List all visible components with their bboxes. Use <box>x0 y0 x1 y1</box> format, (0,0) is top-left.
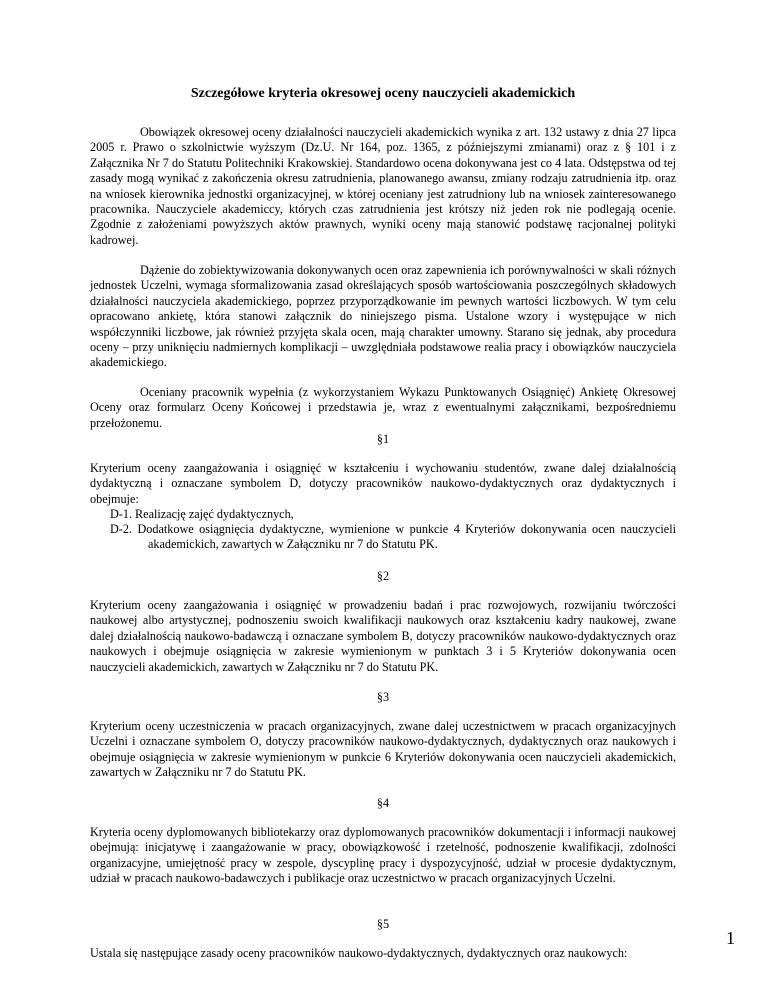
page-number: 1 <box>726 928 735 948</box>
section-5-text: Ustala się następujące zasady oceny pracowników naukowo-dydaktycznych, dydaktycznych oraz naukowych: <box>90 946 628 960</box>
section-5-heading: §5 <box>376 917 390 931</box>
section-3-text: Kryterium oceny uczestniczenia w pracach organizacyjnych, zwane dalej uczestnictwem w pracach organizacyjnych Uczelni i oznaczane symbolem O, dotyczy pracowników naukowo-dydaktycznych, dydaktycznych oraz naukowych i obejmuje osiągnięcia w zakresie wymienionym w punkcie 6 Kryteriów dokonywania ocen nauczycieli akademickich, zawartych w Załączniku nr 7 do Statutu PK. <box>90 719 676 780</box>
intro-paragraph-1: Obowiązek okresowej oceny działalności nauczycieli akademickich wynika z art. 132 ustawy z dnia 27 lipca 2005 r. Prawo o szkolnictwie wyższym (Dz.U. Nr 164, poz. 1365, z późniejszymi zmianami) oraz z § 101 i z Załącznika Nr 7 do Statutu Politechniki Krakowskiej. Standardowo ocena dokonywana jest co 4 lata. Odstępstwa od tej zasady mogą wynikać z zakończenia okresu zatrudnienia, planowanego awansu, zmiany rodzaju zatrudnienia itp. oraz na wniosek kierownika jednostki organizacyjnej, w której oceniany jest zatrudniony lub na wniosek zainteresowanego pracownika. Nauczyciele akademiccy, których czas zatrudnienia jest krótszy niż jeden rok nie podlegają ocenie. Zgodnie z założeniami powyższych aktów prawnych, wyniki oceny mają stanowić podstawę racjonalnej polityki kadrowej. <box>90 125 676 247</box>
intro-paragraph-3: Oceniany pracownik wypełnia (z wykorzystaniem Wykazu Punktowanych Osiągnięć) Ankietę Okresowej Oceny oraz formularz Oceny Końcowej i przedstawia je, wraz z ewentualnymi załącznikami, bezpośredniemu przełożonemu. <box>90 385 676 430</box>
section-1-item-d1: D-1. Realizację zajęć dydaktycznych, <box>110 507 294 521</box>
section-4-text: Kryteria oceny dyplomowanych bibliotekarzy oraz dyplomowanych pracowników dokumentacji i informacji naukowej obejmują: inicjatywę i zaangażowanie w pracy, obowiązkowość i rzetelność, podnoszenie kwalifikacji, zdolności organizacyjne, umiejętność pracy w zespole, dyscyplinę pracy i dyspozycyjność, udział w procesie dydaktycznym, udział w pracach naukowo-badawczych i publikacje oraz uczestnictwo w pracach organizacyjnych Uczelni. <box>90 825 676 886</box>
section-1-item-d2: D-2. Dodatkowe osiągnięcia dydaktyczne, wymienione w punkcie 4 Kryteriów dokonywania ocen nauczycieli akademickich, zawartych w Załączniku nr 7 do Statutu PK. <box>110 522 676 552</box>
section-4-heading: §4 <box>376 796 390 810</box>
intro-paragraph-2: Dążenie do zobiektywizowania dokonywanych ocen oraz zapewnienia ich porównywalności w skali różnych jednostek Uczelni, wymaga sformalizowania zasad określających sposób wartościowania poszczególnych składowych działalności nauczyciela akademickiego, poprzez przyporządkowanie im pewnych wartości liczbowych. W tym celu opracowano ankietę, która stanowi załącznik do niniejszego pisma. Ustalone wzory i występujące w nich współczynniki liczbowe, jak również przyjęta skala ocen, mają charakter umowny. Starano się jednak, aby procedura oceny – przy uniknięciu nadmiernych komplikacji – uwzględniała podstawowe realia pracy i obowiązków nauczyciela akademickiego. <box>90 263 676 370</box>
document-title: Szczegółowe kryteria okresowej oceny nauczycieli akademickich <box>190 86 576 101</box>
section-3-heading: §3 <box>376 690 390 704</box>
section-2-text: Kryterium oceny zaangażowania i osiągnięć w prowadzeniu badań i prac rozwojowych, rozwijaniu twórczości naukowej albo artystycznej, podnoszeniu swoich kwalifikacji naukowych oraz kształceniu kadry naukowej, zwane dalej działalnością naukowo-badawczą i oznaczane symbolem B, dotyczy pracowników naukowo-dydaktycznych oraz naukowych i obejmuje osiągnięcia w zakresie wymienionym w punktach 3 i 5 Kryteriów dokonywania ocen nauczycieli akademickich, zawartych w Załączniku nr 7 do Statutu PK. <box>90 598 676 674</box>
section-1-heading: §1 <box>376 432 390 446</box>
section-2-heading: §2 <box>376 569 390 583</box>
section-1-text: Kryterium oceny zaangażowania i osiągnięć w kształceniu i wychowaniu studentów, zwane dalej działalnością dydaktyczną i oznaczane symbolem D, dotyczy pracowników naukowo-dydaktycznych oraz dydaktycznych i obejmuje: <box>90 461 676 506</box>
